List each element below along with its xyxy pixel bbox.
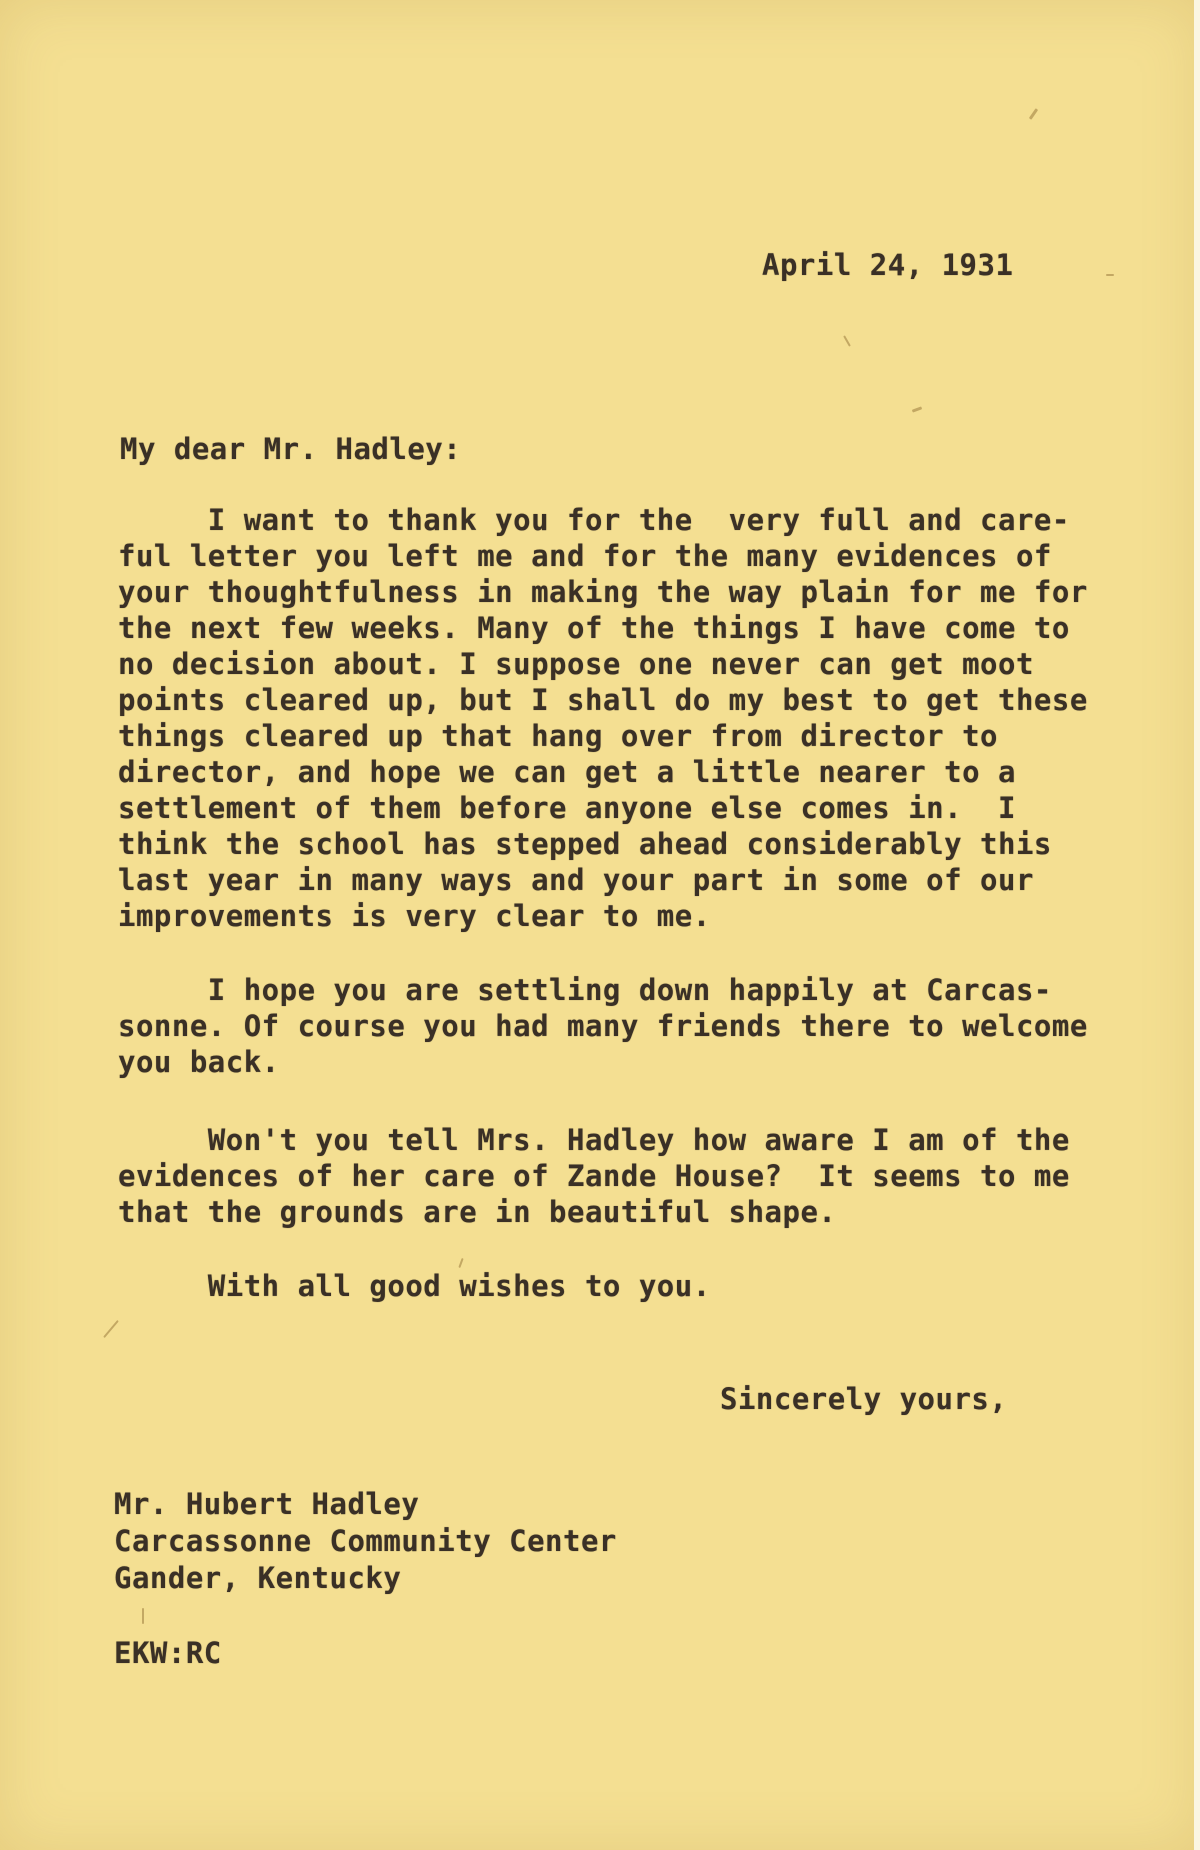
- paragraph-line: things cleared up that hang over from director to: [118, 719, 999, 753]
- paper-fiber: [1029, 108, 1038, 120]
- paragraph-line: no decision about. I suppose one never can get moot: [118, 647, 1034, 681]
- paragraph-line: director, and hope we can get a little nearer to a: [118, 755, 1016, 789]
- paragraph-line: your thoughtfulness in making the way plain for me for: [118, 575, 1088, 609]
- paragraph-line: the next few weeks. Many of the things I have come to: [118, 611, 1070, 645]
- paragraph-2: [118, 972, 1088, 1080]
- address-line: Carcassonne Community Center: [114, 1524, 617, 1558]
- paper-fiber: [1106, 274, 1114, 276]
- paragraph-line: Won't you tell Mrs. Hadley how aware I am of the: [118, 1123, 1070, 1157]
- paragraph-line: evidences of her care of Zande House? It seems to me: [118, 1159, 1070, 1193]
- salutation: My dear Mr. Hadley:: [120, 432, 462, 466]
- paragraph-line: With all good wishes to you.: [118, 1269, 711, 1303]
- paragraph-line: you back.: [118, 1045, 280, 1079]
- paragraph-line: sonne. Of course you had many friends there to welcome: [118, 1009, 1088, 1043]
- paragraph-line: last year in many ways and your part in some of our: [118, 863, 1034, 897]
- typist-initials: EKW:RC: [114, 1636, 222, 1670]
- paragraph-line: think the school has stepped ahead considerably this: [118, 827, 1052, 861]
- paragraph-line: points cleared up, but I shall do my best to get these: [118, 683, 1088, 717]
- paper-fiber: [912, 406, 922, 412]
- paragraph-line: settlement of them before anyone else comes in. I: [118, 791, 1016, 825]
- paper-fiber: [103, 1320, 119, 1338]
- paragraph-line: I hope you are settling down happily at Carcas-: [118, 973, 1052, 1007]
- address-line: Mr. Hubert Hadley: [114, 1487, 420, 1521]
- paragraph-line: improvements is very clear to me.: [118, 899, 711, 933]
- address-line: Gander, Kentucky: [114, 1561, 402, 1595]
- paragraph-line: ful letter you left me and for the many evidences of: [118, 539, 1052, 573]
- letter-date: April 24, 1931: [762, 248, 1014, 282]
- paragraph-4: [118, 1268, 711, 1304]
- paragraph-line: that the grounds are in beautiful shape.: [118, 1195, 837, 1229]
- closing: Sincerely yours,: [720, 1382, 1008, 1416]
- paragraph-3: [118, 1122, 1070, 1230]
- paper-fiber: [458, 1258, 463, 1268]
- paper-fiber: [843, 335, 851, 346]
- paragraph-1: [118, 502, 1088, 934]
- page-edge: [1194, 0, 1200, 1850]
- paragraph-line: I want to thank you for the very full and care-: [118, 503, 1070, 537]
- paper-fiber: [142, 1608, 144, 1624]
- recipient-address: [114, 1486, 617, 1597]
